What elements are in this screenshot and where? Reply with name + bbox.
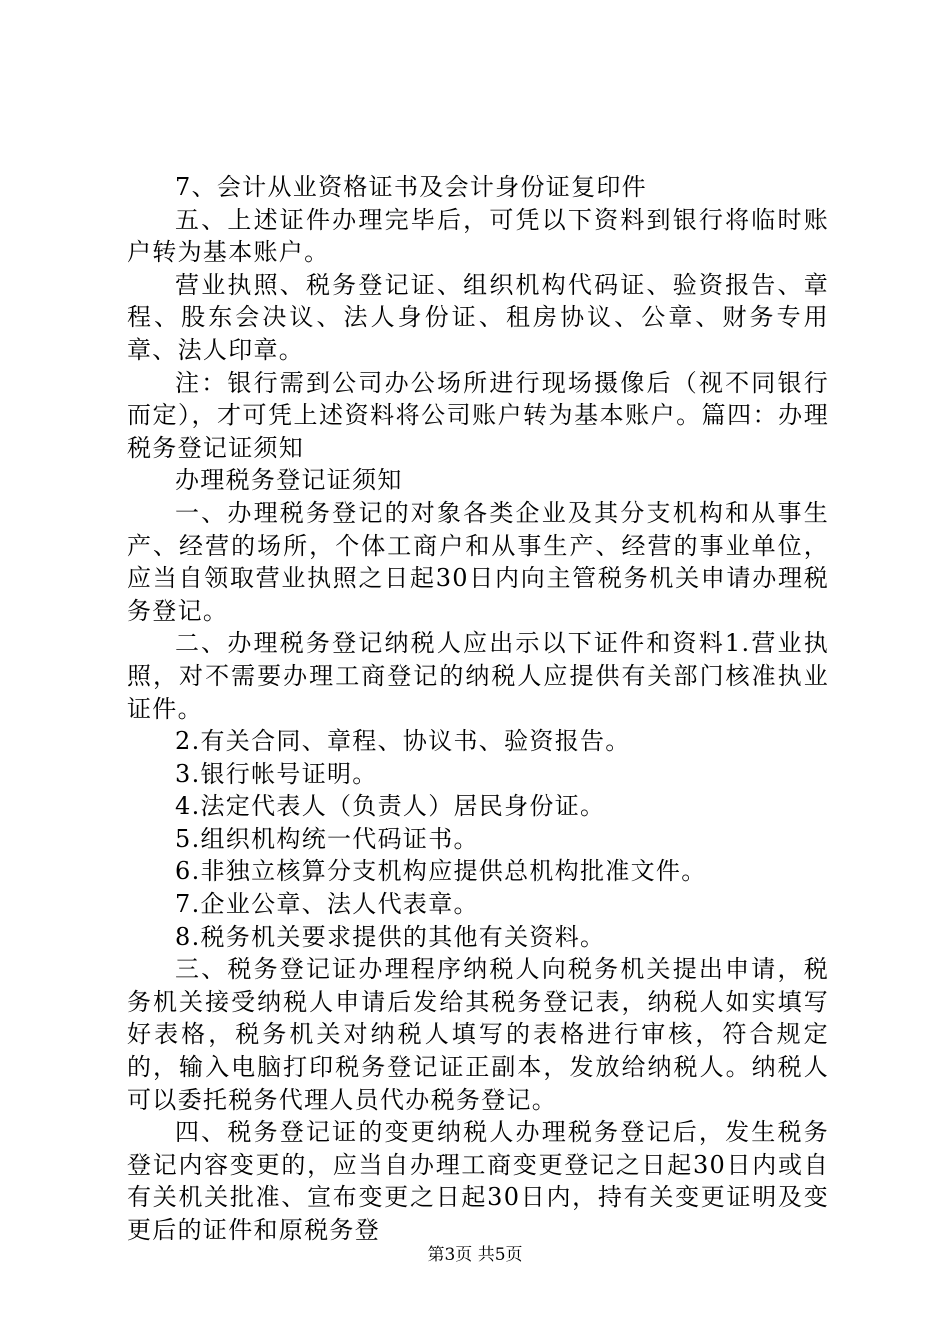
list-item-6: 6.非独立核算分支机构应提供总机构批准文件。 [175, 857, 707, 886]
paragraph-1: 7、会计从业资格证书及会计身份证复印件 [175, 173, 647, 201]
page-number-label: 第3页 共5页 [427, 1245, 523, 1265]
list-item-4: 4.法定代表人（负责人）居民身份证。 [175, 792, 606, 821]
list-item-5: 5.组织机构统一代码证书。 [175, 824, 479, 853]
paragraph-5: 办理税务登记证须知 [175, 466, 403, 495]
paragraph-2: 五、上述证件办理完毕后，可凭以下资料到银行将临时账户转为基本账户。 [127, 205, 829, 267]
paragraph-9: 四、税务登记证的变更纳税人办理税务登记后，发生税务登记内容变更的，应当自办理工商变更登记之日起30日内或自有关机关批准、宣布变更之日起30日内，持有关变更证明及变更后的证件和原税务登 [127, 1118, 829, 1244]
paragraph-8: 三、税务登记证办理程序纳税人向税务机关提出申请，税务机关接受纳税人申请后发给其税务登记表，纳税人如实填写好表格，税务机关对纳税人填写的表格进行审核，符合规定的，输入电脑打印税务登记证正副本，发放给纳税人。纳税人可以委托税务代理人员代办税务登记。 [127, 955, 829, 1114]
list-item-7: 7.企业公章、法人代表章。 [175, 890, 479, 919]
list-item-8: 8.税务机关要求提供的其他有关资料。 [175, 922, 606, 951]
paragraph-6: 一、办理税务登记的对象各类企业及其分支机构和从事生产、经营的场所，个体工商户和从事生产、经营的事业单位，应当自领取营业执照之日起30日内向主管税务机关申请办理税务登记。 [127, 498, 829, 625]
paragraph-3: 营业执照、税务登记证、组织机构代码证、验资报告、章程、股东会决议、法人身份证、租房协议、公章、财务专用章、法人印章。 [127, 270, 829, 364]
document-body [127, 171, 829, 1247]
list-item-3: 3.银行帐号证明。 [175, 759, 378, 788]
paragraph-4: 注：银行需到公司办公场所进行现场摄像后（视不同银行而定），才可凭上述资料将公司账户转为基本账户。篇四：办理税务登记证须知 [127, 368, 829, 462]
paragraph-7: 二、办理税务登记纳税人应出示以下证件和资料1.营业执照，对不需要办理工商登记的纳税人应提供有关部门核准执业证件。 [127, 629, 829, 723]
list-item-2: 2.有关合同、章程、协议书、验资报告。 [175, 727, 631, 756]
page-footer [0, 1244, 950, 1266]
